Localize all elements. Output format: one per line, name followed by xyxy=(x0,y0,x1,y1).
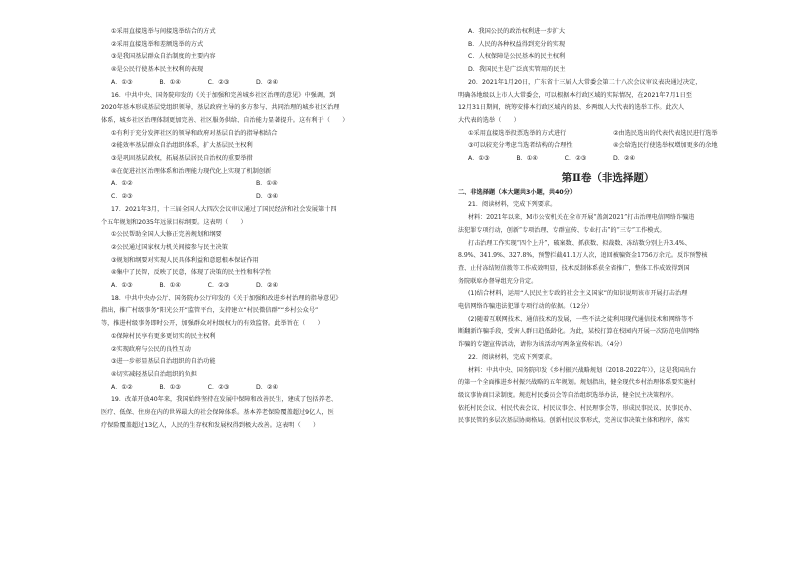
question-18-line: 指出，推广村级事务“阳光公开”监管平台，支持建立“村民微信群”“乡村公众号” xyxy=(101,307,319,315)
question-18: 18．中共中央办公厅、国务院办公厅印发的《关于加强和改进乡村治理的指导意见》 xyxy=(111,294,342,302)
material-line: 打击治理工作实现“四个上升”，破案数、抓获数、拟裁数、冻结数分别上升3.4%、 xyxy=(468,239,691,247)
statement-row xyxy=(458,128,758,141)
sub-question: (1)结合材料，运用“人民民主专政的社会主义国家”的知识说明该市开展打击治理 xyxy=(468,290,688,298)
sub-question-line: 诈骗的专题宣传活动，请你为该活动写两条宣传标语。（4分） xyxy=(458,341,626,349)
material-line: 8.9%、341.9%、327.8%，预警拦截41.1万人次，追回被骗资金1756万余元。反诈预警核 xyxy=(458,252,708,260)
question-17-line: 个五年规划和2035年远景目标纲要。这表明（ ） xyxy=(101,218,247,226)
choice-a: A．①② xyxy=(111,383,133,391)
section-title: 第Ⅱ卷（非选择题） xyxy=(561,171,655,184)
option-line: ③进一步彰显基层自治组织的自治功能 xyxy=(111,358,216,366)
option-line: ③是巩固基层政权，拓展基层居民自治权的重要举措 xyxy=(111,155,253,163)
statement: ①采用直接选举投票选举的方式进行 xyxy=(468,129,567,137)
option-line: B．人民的各种权益得到充分的实现 xyxy=(468,40,566,48)
option-line: D．我国民主是广泛真实管用的民主 xyxy=(468,66,566,74)
question-19-line: 医疗、低保、住房在内的世界最大的社会保障体系。基本养老保险覆盖超过9亿人，医 xyxy=(101,409,334,417)
statement: ③可以较充分考虑当选者结构的合理性 xyxy=(468,142,573,150)
option-line: A．我国公民的政治权利进一步扩大 xyxy=(468,28,566,35)
material-line: 的第一个全面推进乡村振兴战略的五年规划。规划指出，健全现代乡村治理体系要实施村 xyxy=(458,379,696,387)
option-line: ①有利于充分发挥社区的领导和政府对基层自治的指导相结合 xyxy=(111,129,278,137)
question-16-line: 体系，城乡社区治理体制更加完善、社区服务供给、自治能力显著提升。这有利于（ ） xyxy=(101,116,349,124)
material-line: 民事民管的多层次基层协商格局。创新村民议事形式，完善议事决策主体和程序，落实 xyxy=(458,417,690,425)
material-line: 材料：2021年以来，M市公安机关在全市开展“盖剑2021”打击治理电信网络诈骗违 xyxy=(468,214,695,222)
option-line: ④切实减轻基层自治组织的负担 xyxy=(111,370,197,378)
choice-a: A．①③ xyxy=(111,78,133,86)
option-line: ②能效率基层群众自治组织体系，扩大基层民主权利 xyxy=(111,142,253,150)
material-line: 法犯罪专项行动，创新“专项治理、专群宣传、专业打击”的“三专”工作模式。 xyxy=(458,226,666,234)
choice-a: A．①③ xyxy=(468,155,490,163)
choice-b: B．①④ xyxy=(516,155,538,163)
choice-c: C．②③ xyxy=(207,282,230,290)
choice-a: A．①③ xyxy=(111,282,133,290)
material-line: 査、止付冻结短信拨等工作成效明显，技术反制体系获全省推广，整体工作成效得到国 xyxy=(458,264,690,272)
statement: ④会给选民行使选举权增加更多的余地 xyxy=(613,142,718,150)
answer-choices xyxy=(101,280,401,293)
answer-choices xyxy=(101,191,401,204)
question-22: 22．阅读材料，完成下列要求。 xyxy=(468,353,557,361)
question-20-line: 大代表的选举（ ） xyxy=(458,116,520,124)
material-line: 材料：中共中央、国务院印发《乡村振兴战略规划（2018-2022年）》，这是我国出台 xyxy=(468,366,697,374)
choice-c: C．②③ xyxy=(207,383,230,391)
question-20-line: 12月31日期间，统筹安排本行政区域内的县、乡两级人大代表的选举工作。此次人 xyxy=(458,104,685,112)
question-16: 16．中共中央、国务院印发的《关于加强和完善城乡社区治理的意见》中强调，到 xyxy=(111,91,336,99)
answer-choices xyxy=(101,382,401,395)
question-18-line: 等，推进村级事务即时公开，加强群众对村级权力的有效监督。此举旨在（ ） xyxy=(101,320,324,328)
choice-c: C．②③ xyxy=(207,78,230,86)
material-line: 级议事协商目录制度。规范村民委员会等自治组织选举办法，健全民主决策程序。 xyxy=(458,391,678,399)
choice-b: B．①④ xyxy=(159,78,181,86)
question-21: 21．阅读材料，完成下列要求。 xyxy=(468,201,557,209)
question-17: 17．2021年3月，十三届全国人大四次会议审议通过了国民经济和社会发展第十四 xyxy=(111,205,337,213)
answer-choices xyxy=(101,77,401,90)
part-heading: 二、非选择题（本大题共3小题，共40分） xyxy=(458,188,577,196)
option-line: ①公民帮助全国人大修正完善规划和纲要 xyxy=(111,231,222,239)
choice-d: D．③④ xyxy=(256,193,279,201)
left-column xyxy=(101,26,401,433)
choice-d: D．②④ xyxy=(255,383,279,391)
choice-d: D．②④ xyxy=(612,155,636,163)
question-20: 20．2021年1月20日，广东省十三届人大常委会第二十八次会议审议表决通过决定， xyxy=(468,78,702,86)
question-16-line: 2020年基本形成基层党组织领导，基层政府主导的多方参与、共同治理的城乡社区治理 xyxy=(101,104,340,112)
statement: ②由选民选出的代表代表选民进行选举 xyxy=(613,129,718,137)
right-column xyxy=(458,26,758,428)
material-line: 务院联席办督导组充分肯定。 xyxy=(458,277,538,285)
choice-a: A．①② xyxy=(111,180,133,188)
choice-c: C．②③ xyxy=(564,155,587,163)
option-line: ②公民通过国家权力机关间接参与民主决策 xyxy=(111,243,228,251)
sub-question-line: 电信网络诈骗违法犯罪专项行动的依据。（12分） xyxy=(458,303,593,311)
option-line: ①采用直接选举与间接选举结合的方式 xyxy=(111,28,216,35)
choice-d: D．②④ xyxy=(255,78,279,86)
choice-c: C．②③ xyxy=(111,193,133,201)
option-line: ③是我国基层群众自治制度的主要内容 xyxy=(111,53,216,61)
option-line: ④在促进社区治理体系和治理能力现代化上实现了机制创新 xyxy=(111,167,272,175)
answer-choices xyxy=(458,153,758,166)
statement-row xyxy=(458,140,758,153)
sub-question-line: 断翻新诈骗手段，受害人群日趋低龄化。为此，某校打算在校园内开展一次防范电信网络 xyxy=(458,328,700,336)
option-line: ①保障村民享有更多更切实的民主权利 xyxy=(111,332,216,340)
option-line: C．人权保障是公民基本的民主权利 xyxy=(468,53,566,61)
sub-question: (2)随着互联网技术、通信技术的发展，一些不法之徒利用现代通信技术和网络等不 xyxy=(468,315,694,323)
choice-b: B．①④ xyxy=(159,282,181,290)
answer-choices xyxy=(101,178,401,191)
material-line: 依托村民会议、村民代表会议、村民议事会、村民理事会等，形成民事民议、民事民办、 xyxy=(458,404,696,412)
question-19: 19．改革开放40年来，我国始终坚持在发展中保障和改善民生，建成了包括养老、 xyxy=(111,396,338,404)
choice-b: B．①④ xyxy=(256,180,278,188)
option-line: ②实现政府与公民的良性互动 xyxy=(111,345,191,353)
question-20-line: 明确各地级以上市人大常委会，可以根据本行政区域的实际情况，在2021年7月1日至 xyxy=(458,91,692,99)
option-line: ④集中了民智，反映了民意，体现了决策的民主性和科学性 xyxy=(111,269,272,277)
option-line: ③规划和纲要对实现人民具体利益和意愿根本保证作用 xyxy=(111,256,259,264)
choice-b: B．①③ xyxy=(159,383,181,391)
option-line: ④是公民行使基本民主权利的表现 xyxy=(111,66,204,74)
question-19-line: 疗保险覆盖超过13亿人，人民的生存权和发展权得到极大改善。这表明（ ） xyxy=(101,421,320,429)
option-line: ②采用直接选举和差额选举的方式 xyxy=(111,40,204,48)
choice-d: D．②④ xyxy=(255,282,279,290)
